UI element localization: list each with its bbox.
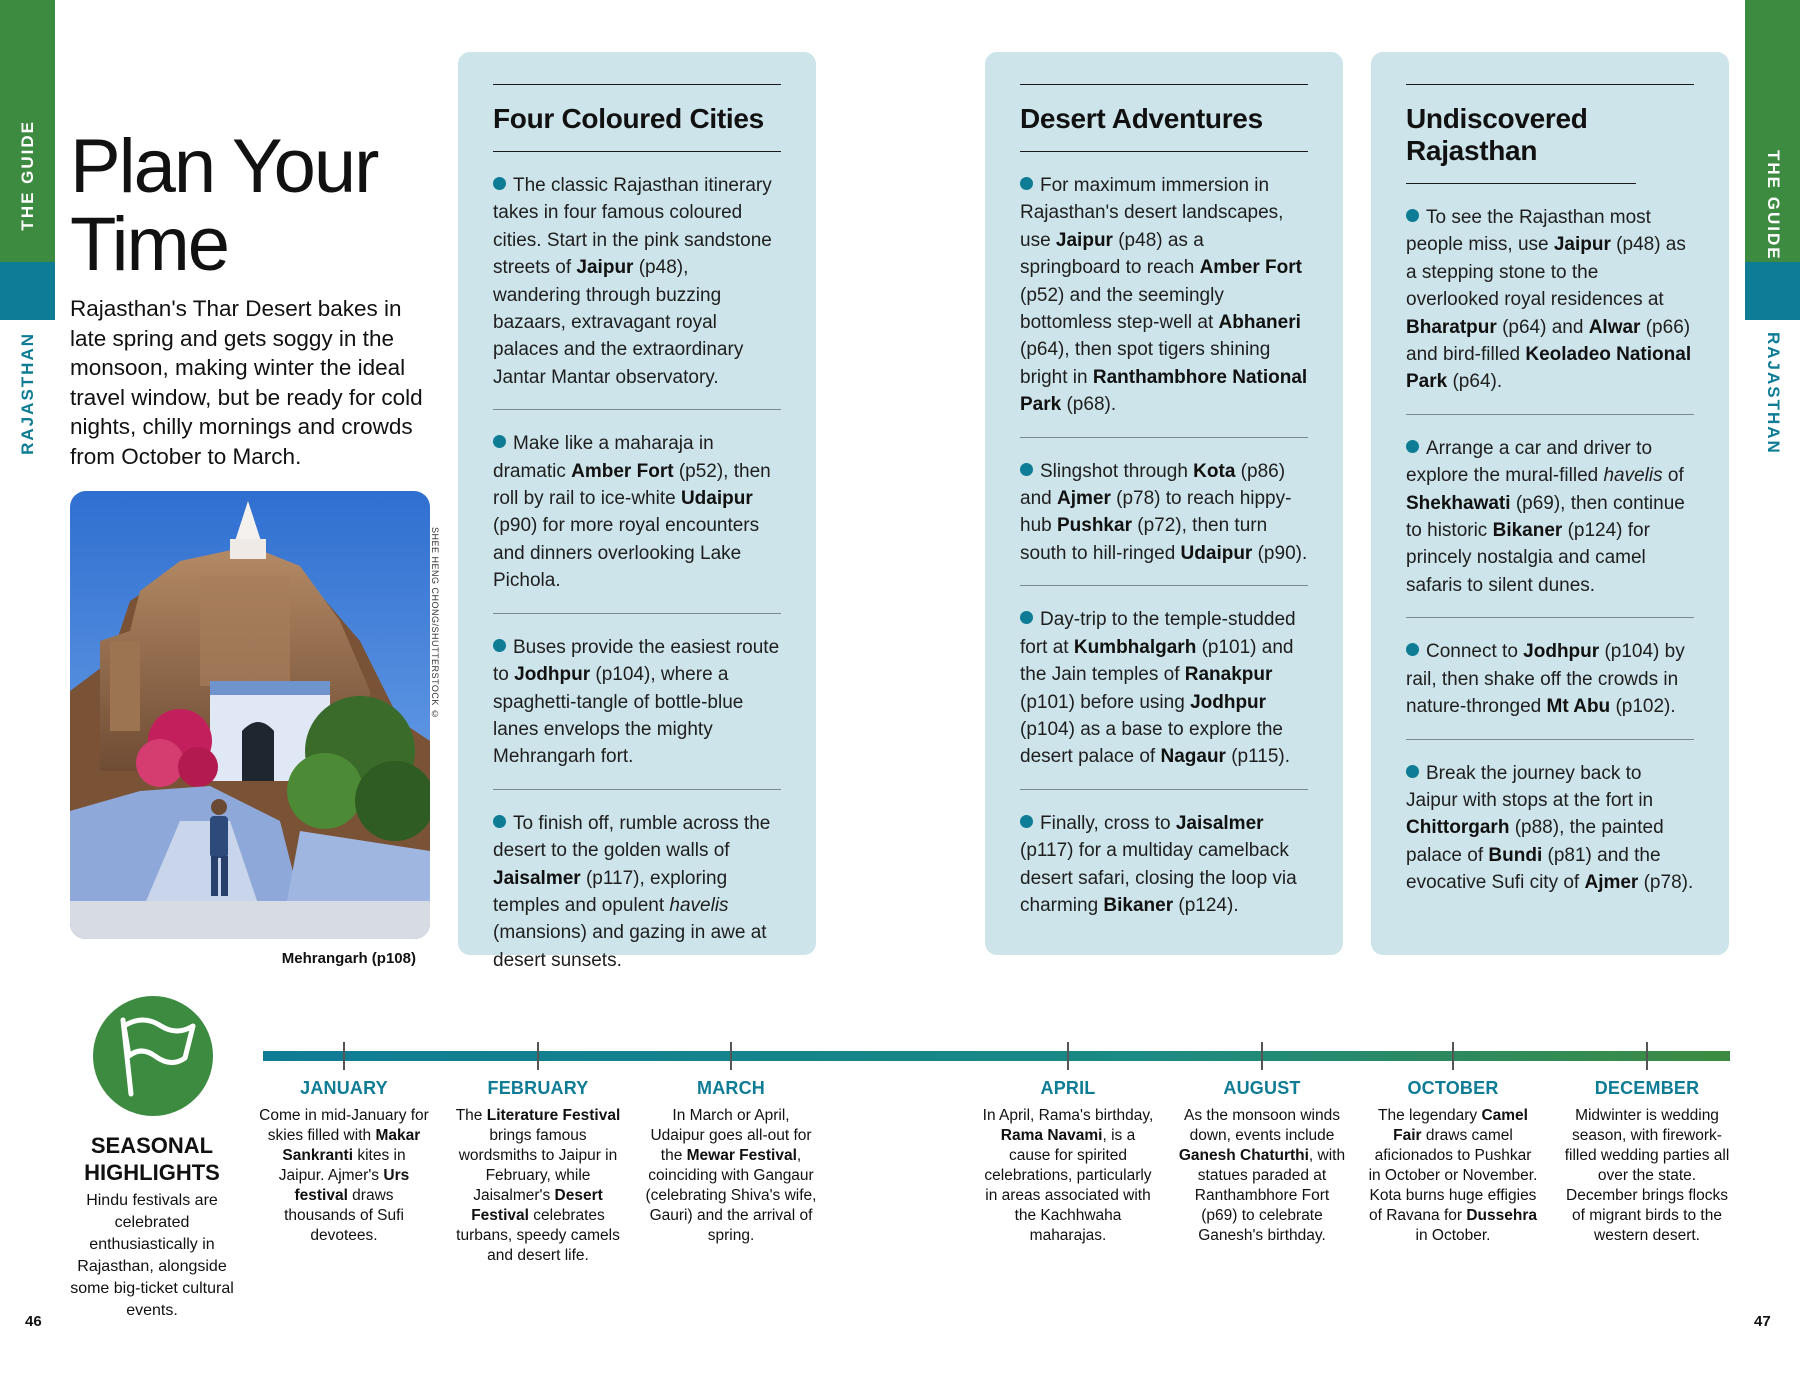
month-description xyxy=(452,1106,624,1266)
place-name: Ranakpur xyxy=(1184,664,1273,686)
text-run: (p90) for more royal encounters and dinners overlooking Lake Pichola. xyxy=(493,515,760,592)
timeline-tick xyxy=(1646,1042,1648,1070)
month-name: MARCH xyxy=(697,1078,765,1098)
bullet-icon xyxy=(493,815,506,828)
place-name: Urs festival xyxy=(294,1167,410,1204)
text-run: (p64), then spot tigers shining bright in xyxy=(1020,339,1271,388)
place-name: Jaisalmer xyxy=(1175,812,1264,834)
text-run: In April, Rama's birthday, xyxy=(982,1107,1154,1124)
place-name: Udaipur xyxy=(1180,542,1253,564)
card-items xyxy=(1406,184,1694,915)
text-run: (p117) for a multiday camelback desert safari, closing the loop via charming xyxy=(1020,840,1297,916)
bullet-icon xyxy=(1406,209,1419,222)
timeline-tick xyxy=(537,1042,539,1070)
text-run: (p48) as a stepping stone to the overlooked royal residences at xyxy=(1406,234,1686,311)
place-name: Chittorgarh xyxy=(1406,817,1510,839)
left-guide-label: THE GUIDE xyxy=(18,120,37,231)
timeline-tick xyxy=(1261,1042,1263,1070)
text-run: (p81) and the evocative Sufi city of xyxy=(1406,844,1661,894)
place-name: Dussehra xyxy=(1466,1207,1537,1224)
text-run: Arrange a car and driver to explore the mural-filled xyxy=(1406,437,1653,487)
right-guide-label: THE GUIDE xyxy=(1764,150,1783,261)
right-region-label: RAJASTHAN xyxy=(1764,332,1783,455)
text-run: (p68). xyxy=(1061,394,1117,416)
text-run: Finally, cross to xyxy=(1040,812,1176,834)
page-number-left: 46 xyxy=(25,1313,42,1330)
itinerary-item xyxy=(1406,415,1694,618)
text-run: In March or April, Udaipur goes all-out for the xyxy=(650,1107,812,1164)
left-region-tab-block xyxy=(0,262,55,320)
text-run: For maximum immersion in Rajasthan's desert landscapes, use xyxy=(1020,175,1284,251)
text-run: To see the Rajasthan most people miss, use xyxy=(1406,207,1651,256)
text-run: (p104), where a spaghetti-tangle of bottle-blue lanes envelops the mighty Mehrangarh fort. xyxy=(493,664,744,768)
text-run: (p90). xyxy=(1252,542,1308,564)
place-name: Shekhawati xyxy=(1406,492,1511,514)
month-name: DECEMBER xyxy=(1594,1078,1700,1098)
place-name: Udaipur xyxy=(680,488,753,510)
page-title-line-1: Plan Your xyxy=(70,124,378,209)
text-run: , with statues paraded at Ranthambhore Fort (p69) to celebrate Ganesh's birthday. xyxy=(1194,1147,1346,1244)
card-items xyxy=(1020,152,1308,937)
place-name: Bikaner xyxy=(1103,894,1174,916)
text-run: (p101) before using xyxy=(1020,691,1191,713)
flag-icon xyxy=(93,996,213,1116)
text-run: havelis xyxy=(669,894,729,916)
card-title: Undiscovered Rajasthan xyxy=(1406,85,1636,184)
place-name: Bikaner xyxy=(1492,520,1563,542)
card-title: Four Coloured Cities xyxy=(493,85,781,152)
place-name: Nagaur xyxy=(1160,746,1226,768)
timeline-tick xyxy=(730,1042,732,1070)
text-run: (p72), then turn south to hill-ringed xyxy=(1020,515,1268,564)
card-undiscovered-rajasthan xyxy=(1371,52,1729,955)
timeline-tick xyxy=(1067,1042,1069,1070)
place-name: Kota xyxy=(1193,460,1236,482)
text-run: Make like a maharaja in dramatic xyxy=(493,433,714,482)
itinerary-item xyxy=(493,790,781,992)
month-entry xyxy=(1561,1078,1733,1246)
bullet-icon xyxy=(1406,440,1419,453)
month-description xyxy=(1561,1106,1733,1246)
text-run: To finish off, rumble across the desert to the golden walls of xyxy=(493,812,771,862)
mehrangarh-photo xyxy=(70,491,430,939)
card-four-coloured-cities xyxy=(458,52,816,971)
seasonal-text: Hindu festivals are celebrated enthusiastically in Rajasthan, alongside some big-ticket cultural events. xyxy=(70,1192,234,1319)
place-name: Abhaneri xyxy=(1218,312,1301,334)
bullet-icon xyxy=(493,639,506,652)
text-run: (p78). xyxy=(1638,872,1694,894)
place-name: Jodhpur xyxy=(1190,691,1267,713)
photo-caption: Mehrangarh (p108) xyxy=(281,950,416,967)
text-run: (p117), exploring temples and opulent xyxy=(493,867,728,916)
text-run: Day-trip to the temple-studded fort at xyxy=(1020,609,1296,658)
card-title: Desert Adventures xyxy=(1020,85,1308,152)
bullet-icon xyxy=(493,435,506,448)
card-items xyxy=(493,152,781,992)
right-guide-tab xyxy=(1745,0,1800,262)
month-name: FEBRUARY xyxy=(487,1078,589,1098)
place-name: Ajmer xyxy=(1056,488,1111,510)
month-description xyxy=(1367,1106,1539,1246)
text-run: Come in mid-January for skies filled with xyxy=(259,1107,429,1144)
text-run: (mansions) and gazing in awe at desert sunsets. xyxy=(493,922,767,971)
itinerary-item xyxy=(1020,586,1308,789)
right-region-tab-block xyxy=(1745,262,1800,320)
text-run: (p124). xyxy=(1173,894,1239,916)
bullet-icon xyxy=(1406,765,1419,778)
month-description xyxy=(982,1106,1154,1246)
place-name: Jaipur xyxy=(1553,234,1611,256)
text-run: kites in Jaipur. Ajmer's xyxy=(278,1147,406,1184)
itinerary-item xyxy=(1406,618,1694,739)
seasonal-title xyxy=(70,1132,234,1186)
month-name: APRIL xyxy=(1040,1078,1096,1098)
place-name: Ganesh Chaturthi xyxy=(1178,1147,1309,1164)
place-name: Keoladeo National Park xyxy=(1406,344,1692,393)
place-name: Ajmer xyxy=(1584,872,1639,894)
page-title xyxy=(70,124,378,287)
text-run: (p48), wandering through buzzing bazaars, extravagant royal palaces and the extraordinary Jantar Mantar observatory. xyxy=(493,257,744,388)
month-entry xyxy=(1176,1078,1348,1246)
text-run: (p88), the painted palace of xyxy=(1406,817,1664,866)
month-name: OCTOBER xyxy=(1407,1078,1499,1098)
month-entry xyxy=(1367,1078,1539,1246)
left-guide-tab xyxy=(0,0,55,262)
text-run: draws camel aficionados to Pushkar in October or November. Kota burns huge effigies of Ravana for xyxy=(1368,1127,1538,1224)
bullet-icon xyxy=(1020,815,1033,828)
place-name: Amber Fort xyxy=(1199,257,1302,279)
text-run: of xyxy=(1662,465,1684,487)
itinerary-item xyxy=(1020,152,1308,438)
seasonal-title-line-1: SEASONAL xyxy=(90,1133,214,1158)
text-run: As the monsoon winds down, events include xyxy=(1184,1107,1340,1144)
intro-paragraph: Rajasthan's Thar Desert bakes in late spring and gets soggy in the monsoon, making winter the ideal travel window, but be ready for cold nights, chilly mornings and crowds from October to March. xyxy=(70,296,423,469)
text-run: , is a cause for spirited celebrations, particularly in areas associated with the Kachhwaha maharajas. xyxy=(984,1127,1152,1244)
text-run: (p52) and the seemingly bottomless step-well at xyxy=(1020,284,1224,334)
text-run: (p69), then continue to historic xyxy=(1406,492,1685,542)
text-run: in October. xyxy=(1415,1227,1491,1244)
bullet-icon xyxy=(1020,463,1033,476)
card-desert-adventures xyxy=(985,52,1343,955)
place-name: Literature Festival xyxy=(486,1107,621,1124)
month-description xyxy=(258,1106,430,1246)
place-name: Jaipur xyxy=(576,257,634,279)
timeline-bar xyxy=(263,1051,1730,1061)
text-run: (p115). xyxy=(1225,746,1291,768)
seasonal-title-line-2: HIGHLIGHTS xyxy=(84,1160,220,1185)
itinerary-item xyxy=(1406,740,1694,915)
text-run: (p104) as a base to explore the desert palace of xyxy=(1020,718,1284,768)
place-name: Bundi xyxy=(1488,844,1543,866)
text-run: (p52), then roll by rail to ice-white xyxy=(493,460,771,510)
text-run: (p101) and the Jain temples of xyxy=(1020,636,1294,686)
text-run: (p104) by rail, then shake off the crowds in nature-thronged xyxy=(1406,641,1685,718)
month-name: JANUARY xyxy=(300,1078,388,1098)
text-run: , coinciding with Gangaur (celebrating Shiva's wife, Gauri) and the arrival of spring. xyxy=(645,1147,817,1244)
place-name: Jaisalmer xyxy=(493,867,581,889)
bullet-icon xyxy=(1020,177,1033,190)
text-run: Midwinter is wedding season, with firework-filled wedding parties all over the state. December brings flocks of migrant birds to the western desert. xyxy=(1564,1107,1730,1244)
place-name: Makar Sankranti xyxy=(282,1127,421,1164)
bullet-icon xyxy=(1020,611,1033,624)
place-name: Amber Fort xyxy=(571,460,674,482)
text-run: (p124) for princely nostalgia and camel safaris to silent dunes. xyxy=(1406,520,1650,596)
text-run: Break the journey back to Jaipur with stops at the fort in xyxy=(1406,762,1654,811)
text-run: draws thousands of Sufi devotees. xyxy=(284,1187,404,1244)
text-run: (p86) and xyxy=(1020,460,1286,510)
place-name: Jodhpur xyxy=(514,664,591,686)
timeline-tick xyxy=(1452,1042,1454,1070)
month-entry xyxy=(258,1078,430,1246)
place-name: Jodhpur xyxy=(1523,641,1600,663)
place-name: Kumbhalgarh xyxy=(1073,636,1197,658)
text-run: havelis xyxy=(1603,465,1663,487)
place-name: Rama Navami xyxy=(1000,1127,1103,1144)
itinerary-item xyxy=(1406,184,1694,415)
text-run: (p48) as a springboard to reach xyxy=(1020,229,1204,279)
text-run: brings famous wordsmiths to Jaipur in February, while Jaisalmer's xyxy=(458,1127,618,1204)
itinerary-item xyxy=(493,614,781,790)
text-run: Buses provide the easiest route to xyxy=(493,636,780,686)
text-run: (p66) and bird-filled xyxy=(1406,316,1691,366)
place-name: Jaipur xyxy=(1055,229,1113,251)
text-run: Slingshot through xyxy=(1040,460,1194,482)
itinerary-item xyxy=(1020,438,1308,587)
month-name: AUGUST xyxy=(1223,1078,1301,1098)
place-name: Mewar Festival xyxy=(686,1147,797,1164)
timeline-tick xyxy=(343,1042,345,1070)
page-title-line-2: Time xyxy=(70,202,229,287)
text-run: The classic Rajasthan itinerary takes in four famous coloured cities. Start in the pink sandstone streets of xyxy=(493,175,772,279)
place-name: Pushkar xyxy=(1056,515,1132,537)
left-region-label: RAJASTHAN xyxy=(18,332,37,455)
text-run: Connect to xyxy=(1426,641,1524,663)
text-run: (p102). xyxy=(1610,696,1676,718)
place-name: Desert Festival xyxy=(471,1187,603,1224)
text-run: celebrates turbans, speedy camels and desert life. xyxy=(456,1207,620,1264)
month-entry xyxy=(452,1078,624,1266)
place-name: Mt Abu xyxy=(1546,696,1611,718)
page-number-right: 47 xyxy=(1754,1313,1771,1330)
text-run: (p64). xyxy=(1447,371,1503,393)
month-description xyxy=(645,1106,817,1246)
place-name: Alwar xyxy=(1588,316,1641,338)
place-name: Bharatpur xyxy=(1406,316,1497,338)
place-name: Camel Fair xyxy=(1393,1107,1528,1144)
itinerary-item xyxy=(493,410,781,613)
itinerary-item xyxy=(493,152,781,410)
text-run: The legendary xyxy=(1378,1107,1482,1124)
month-entry xyxy=(982,1078,1154,1246)
month-entry xyxy=(645,1078,817,1246)
text-run: (p64) and xyxy=(1496,316,1589,338)
text-run: The xyxy=(455,1107,487,1124)
bullet-icon xyxy=(1406,643,1419,656)
month-description xyxy=(1176,1106,1348,1246)
text-run: (p78) to reach hippy-hub xyxy=(1020,488,1292,537)
place-name: Ranthambhore National Park xyxy=(1020,366,1308,416)
bullet-icon xyxy=(493,177,506,190)
itinerary-item xyxy=(1020,790,1308,938)
photo-credit: SHEE HENG CHONG/SHUTTERSTOCK © xyxy=(430,527,440,720)
